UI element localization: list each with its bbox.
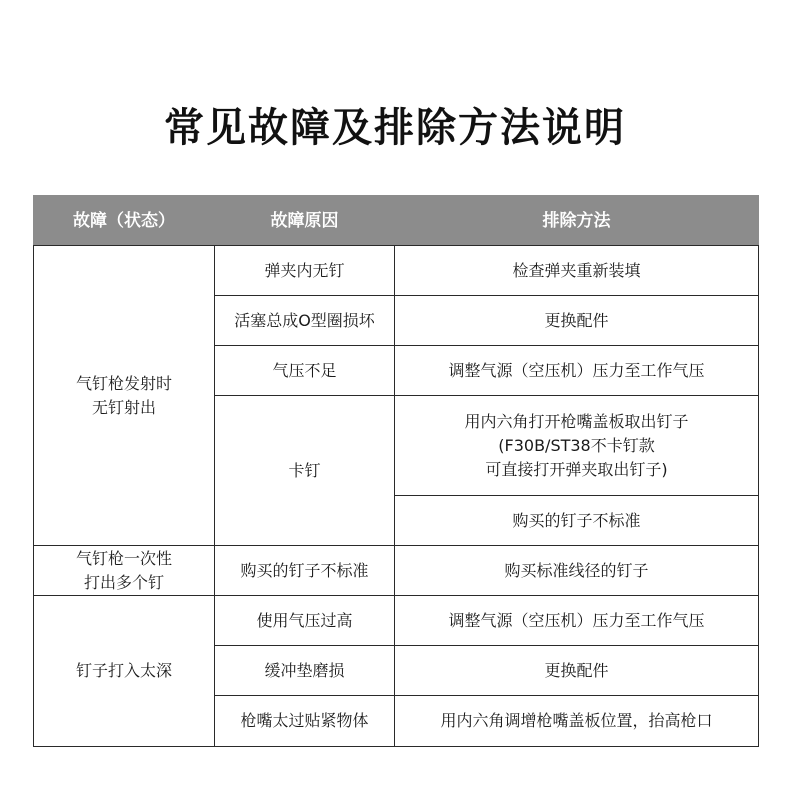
cause-cell: 使用气压过高 <box>215 596 395 646</box>
cause-cell: 卡钉 <box>215 396 395 546</box>
cause-cell: 枪嘴太过贴紧物体 <box>215 696 395 747</box>
solution-cell: 购买的钉子不标准 <box>395 496 759 546</box>
table-header-row <box>34 196 759 246</box>
table-row <box>34 596 759 646</box>
cause-cell: 购买的钉子不标准 <box>215 546 395 596</box>
solution-cell: 购买标准线径的钉子 <box>395 546 759 596</box>
page-title: 常见故障及排除方法说明 <box>164 105 626 151</box>
cause-cell: 缓冲垫磨损 <box>215 646 395 696</box>
symptom-too-deep: 钉子打入太深 <box>34 596 215 747</box>
table-row <box>34 246 759 296</box>
solution-cell: 更换配件 <box>395 646 759 696</box>
cause-cell: 活塞总成O型圈损坏 <box>215 296 395 346</box>
solution-cell: 用内六角调增枪嘴盖板位置，抬高枪口 <box>395 696 759 747</box>
solution-cell: 用内六角打开枪嘴盖板取出钉子 (F30B/ST38不卡钉款 可直接打开弹夹取出钉子) <box>395 396 759 496</box>
header-solution: 排除方法 <box>395 196 759 246</box>
symptom-multiple-nails: 气钉枪一次性 打出多个钉 <box>34 546 215 596</box>
solution-cell: 调整气源（空压机）压力至工作气压 <box>395 596 759 646</box>
cause-cell: 气压不足 <box>215 346 395 396</box>
table-row <box>34 546 759 596</box>
troubleshooting-table <box>33 195 759 747</box>
cause-cell: 弹夹内无钉 <box>215 246 395 296</box>
solution-cell: 调整气源（空压机）压力至工作气压 <box>395 346 759 396</box>
header-symptom: 故障（状态） <box>34 196 215 246</box>
solution-cell: 检查弹夹重新装填 <box>395 246 759 296</box>
solution-cell: 更换配件 <box>395 296 759 346</box>
symptom-no-nail: 气钉枪发射时 无钉射出 <box>34 246 215 546</box>
header-cause: 故障原因 <box>215 196 395 246</box>
